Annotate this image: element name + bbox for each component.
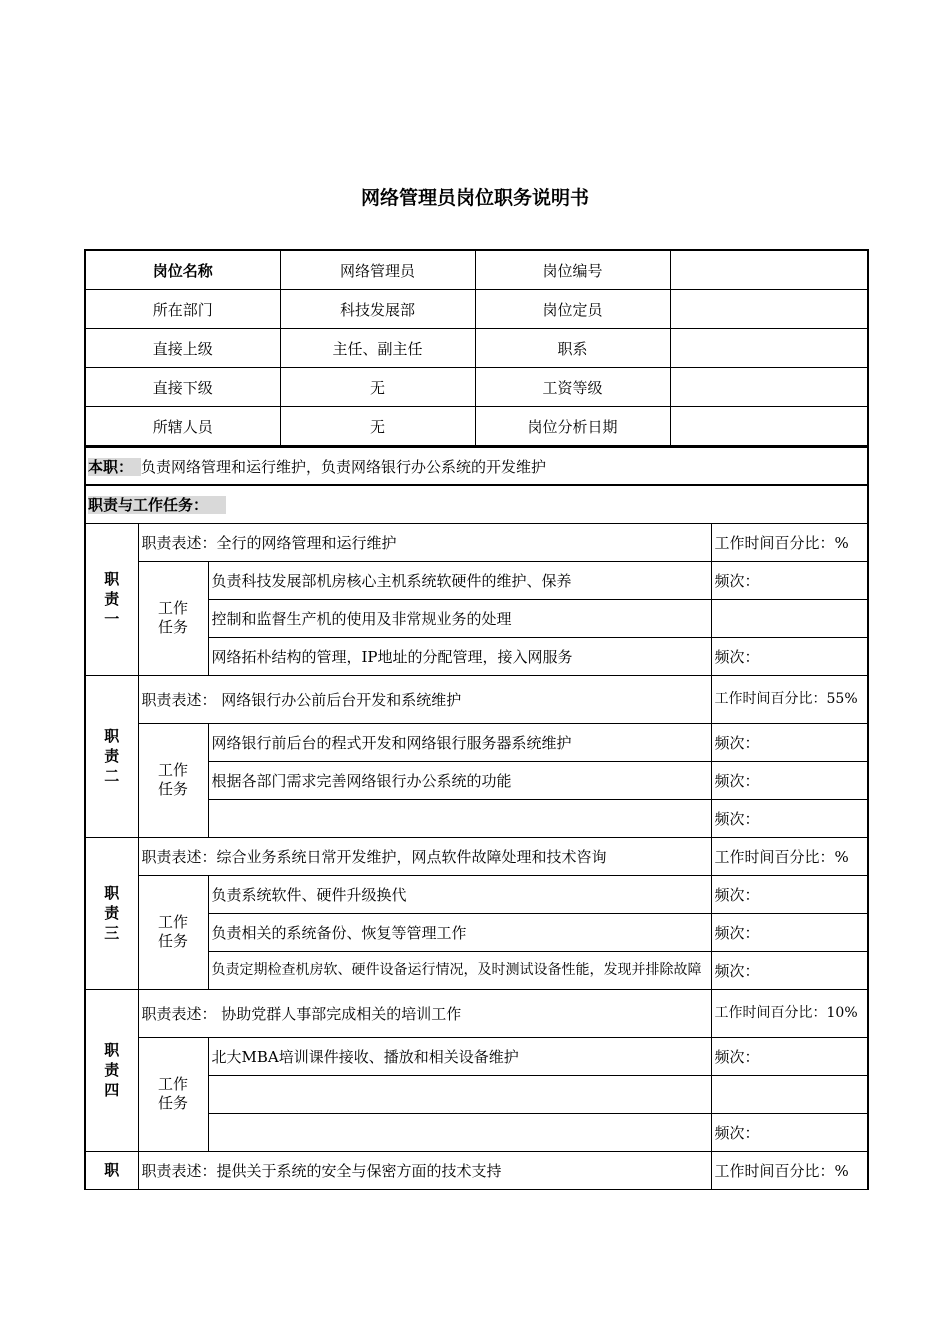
task-text xyxy=(208,1113,711,1151)
field-label: 岗位定员 xyxy=(475,290,670,329)
table-row xyxy=(85,1037,868,1075)
task-label: 工作 任务 xyxy=(138,1037,208,1151)
task-freq: 频次： xyxy=(711,723,868,761)
duties-table xyxy=(84,446,869,1190)
task-freq xyxy=(711,599,868,637)
field-label: 岗位名称 xyxy=(85,250,280,290)
task-text: 负责科技发展部机房核心主机系统软硬件的维护、保养 xyxy=(208,561,711,599)
table-row xyxy=(85,290,868,329)
task-text: 根据各部门需求完善网络银行办公系统的功能 xyxy=(208,761,711,799)
task-freq: 频次： xyxy=(711,637,868,675)
duty-desc: 职责表述：综合业务系统日常开发维护，网点软件故障处理和技术咨询 xyxy=(138,837,711,875)
duty-name: 职 责 四 xyxy=(85,989,138,1151)
position-info-table xyxy=(84,249,869,447)
field-value: 主任、副主任 xyxy=(280,329,475,368)
table-row xyxy=(85,250,868,290)
task-text: 网络拓朴结构的管理，IP地址的分配管理，接入网服务 xyxy=(208,637,711,675)
field-label: 岗位编号 xyxy=(475,250,670,290)
task-text: 负责定期检查机房软、硬件设备运行情况，及时测试设备性能，发现并排除故障 xyxy=(208,951,711,989)
table-row xyxy=(85,523,868,561)
task-text: 负责系统软件、硬件升级换代 xyxy=(208,875,711,913)
task-freq: 频次： xyxy=(711,913,868,951)
duty-desc: 职责表述：提供关于系统的安全与保密方面的技术支持 xyxy=(138,1151,711,1189)
field-value xyxy=(670,368,868,407)
duty-pct: 工作时间百分比：55% xyxy=(711,675,868,723)
duty-name: 职 责 一 xyxy=(85,523,138,675)
task-freq: 频次： xyxy=(711,561,868,599)
task-text: 控制和监督生产机的使用及非常规业务的处理 xyxy=(208,599,711,637)
field-label: 岗位分析日期 xyxy=(475,407,670,447)
duty-pct: 工作时间百分比：% xyxy=(711,1151,868,1189)
field-value: 网络管理员 xyxy=(280,250,475,290)
field-value: 无 xyxy=(280,368,475,407)
task-text: 北大MBA培训课件接收、播放和相关设备维护 xyxy=(208,1037,711,1075)
task-text: 负责相关的系统备份、恢复等管理工作 xyxy=(208,913,711,951)
duty-pct: 工作时间百分比：% xyxy=(711,523,868,561)
field-value: 科技发展部 xyxy=(280,290,475,329)
table-row xyxy=(85,875,868,913)
table-row xyxy=(85,723,868,761)
field-value xyxy=(670,329,868,368)
duty-main-text: 负责网络管理和运行维护，负责网络银行办公系统的开发维护 xyxy=(141,457,547,476)
table-row xyxy=(85,447,868,485)
task-label: 工作 任务 xyxy=(138,723,208,837)
duty-name: 职 xyxy=(85,1151,138,1189)
task-text xyxy=(208,799,711,837)
field-value xyxy=(670,407,868,447)
task-freq: 频次： xyxy=(711,761,868,799)
table-row xyxy=(85,1151,868,1189)
task-freq: 频次： xyxy=(711,875,868,913)
duty-pct: 工作时间百分比：% xyxy=(711,837,868,875)
duty-main-label: 本职： xyxy=(88,458,141,476)
duty-name: 职 责 二 xyxy=(85,675,138,837)
field-value xyxy=(670,290,868,329)
task-freq: 频次： xyxy=(711,799,868,837)
table-row xyxy=(85,329,868,368)
tasks-header: 职责与工作任务： xyxy=(88,496,226,514)
table-row xyxy=(85,989,868,1037)
duty-desc: 职责表述： 网络银行办公前后台开发和系统维护 xyxy=(138,675,711,723)
task-label: 工作 任务 xyxy=(138,875,208,989)
field-label: 所在部门 xyxy=(85,290,280,329)
field-label: 工资等级 xyxy=(475,368,670,407)
table-row xyxy=(85,368,868,407)
field-label: 所辖人员 xyxy=(85,407,280,447)
duty-desc: 职责表述： 协助党群人事部完成相关的培训工作 xyxy=(138,989,711,1037)
duty-desc: 职责表述：全行的网络管理和运行维护 xyxy=(138,523,711,561)
table-row xyxy=(85,837,868,875)
task-freq xyxy=(711,1075,868,1113)
table-row xyxy=(85,407,868,447)
duty-name: 职 责 三 xyxy=(85,837,138,989)
task-freq: 频次： xyxy=(711,951,868,989)
field-label: 直接上级 xyxy=(85,329,280,368)
table-row xyxy=(85,485,868,523)
field-value: 无 xyxy=(280,407,475,447)
task-label: 工作 任务 xyxy=(138,561,208,675)
field-label: 职系 xyxy=(475,329,670,368)
tasks-header-cell xyxy=(85,485,868,523)
page-title: 网络管理员岗位职务说明书 xyxy=(360,187,589,209)
field-value xyxy=(670,250,868,290)
duty-pct: 工作时间百分比：10% xyxy=(711,989,868,1037)
table-row xyxy=(85,561,868,599)
task-text xyxy=(208,1075,711,1113)
table-row xyxy=(85,675,868,723)
task-text: 网络银行前后台的程式开发和网络银行服务器系统维护 xyxy=(208,723,711,761)
task-freq: 频次： xyxy=(711,1113,868,1151)
task-freq: 频次： xyxy=(711,1037,868,1075)
duty-main-cell xyxy=(85,447,868,485)
field-label: 直接下级 xyxy=(85,368,280,407)
